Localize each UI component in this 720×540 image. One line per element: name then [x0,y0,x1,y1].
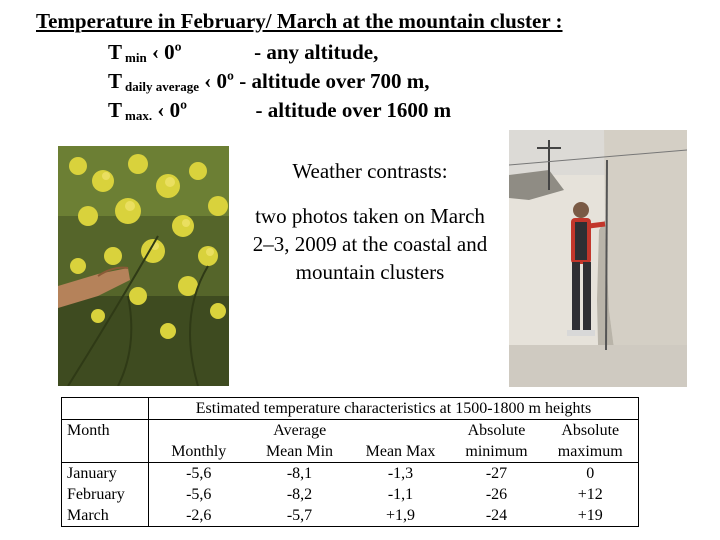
abs-max-cell: +12 [577,486,603,503]
average-header: Average [273,422,327,439]
table-row [62,484,639,505]
condition-subscript: daily average [125,79,200,94]
condition-description: - any altitude, [254,40,379,64]
table-header-row-2 [62,441,639,463]
abs-max-cell: +19 [577,507,603,524]
absolute-min-header-line1: Absolute [467,422,526,439]
condition-tdaily [108,69,430,95]
absolute-min-header-line2: minimum [451,441,543,463]
mean-max-header: Mean Max [351,441,451,463]
condition-subscript: min [125,50,147,65]
mean-max-cell: +1,9 [385,507,416,524]
condition-symbol: T [108,98,123,122]
table-row [62,505,639,527]
temperature-table [61,397,639,527]
table-caption-row [62,398,639,420]
monthly-cell: -5,6 [186,486,212,503]
month-header: Month [62,420,149,442]
condition-symbol: T [108,40,123,64]
photo-caption: two photos taken on March 2–3, 2009 at the coastal and mountain clusters [252,204,488,284]
mean-min-cell: -8,1 [286,465,313,482]
mean-max-cell: -1,3 [387,465,414,482]
mean-min-cell: -8,2 [286,486,313,503]
condition-relation: ‹ 0º [204,69,234,93]
coastal-mimosa-photo [58,146,229,386]
condition-relation: ‹ 0º [157,98,188,122]
month-header-spacer [62,441,149,463]
condition-symbol: T [108,69,123,93]
table-corner [62,398,149,420]
contrasts-heading: Weather contrasts: [292,159,448,183]
table-caption: Estimated temperature characteristics at 1500-1800 m heights [149,398,639,420]
mean-min-header: Mean Min [249,441,351,463]
table-row [62,463,639,485]
monthly-header: Monthly [149,441,249,463]
mountain-snow-photo [509,130,687,387]
condition-description: - altitude over 700 m, [239,69,430,93]
abs-min-cell: -27 [485,465,508,482]
condition-subscript: max. [125,108,153,123]
monthly-cell: -5,6 [186,465,212,482]
monthly-cell: -2,6 [186,507,212,524]
absolute-max-header-line1: Absolute [561,422,620,439]
month-cell: February [62,484,149,505]
condition-description: - altitude over 1600 m [255,98,452,122]
month-cell: March [62,505,149,527]
abs-min-cell: -24 [485,507,508,524]
table-header-row-1 [62,420,639,442]
condition-relation: ‹ 0º [151,40,182,64]
month-cell: January [62,463,149,485]
mean-max-cell: -1,1 [387,486,414,503]
slide-title: Temperature in February/ March at the mountain cluster : [36,9,563,33]
absolute-max-header-line2: maximum [543,441,639,463]
abs-min-cell: -26 [485,486,508,503]
condition-tmin [108,40,378,66]
condition-tmax [108,98,451,124]
abs-max-cell: 0 [586,465,595,482]
mean-min-cell: -5,7 [286,507,313,524]
